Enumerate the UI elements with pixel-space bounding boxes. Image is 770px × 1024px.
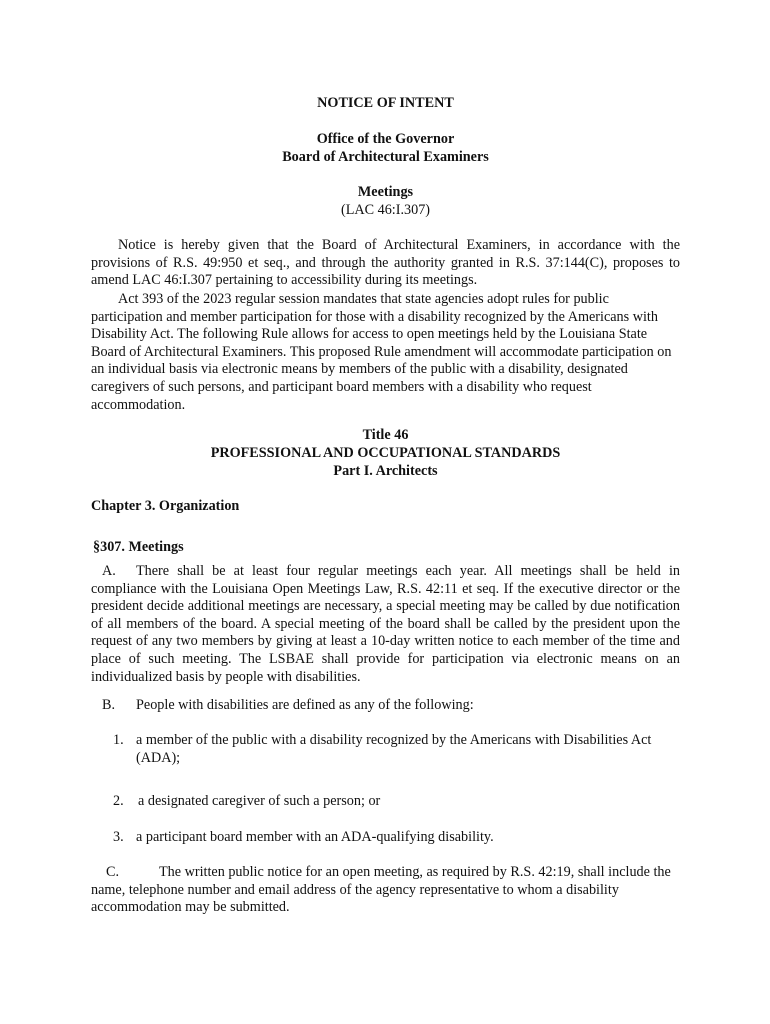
citation: (LAC 46:I.307)	[340, 202, 431, 218]
section-heading: §307. Meetings	[93, 539, 184, 555]
list-item-3: a participant board member with an ADA-qualifying disability.	[136, 829, 494, 845]
list-item-1: a member of the public with a disability recognized by the Americans with Disabilities Act (ADA);	[136, 732, 652, 766]
section-b-text: People with disabilities are defined as any of the following:	[136, 697, 474, 713]
section-a-paragraph	[91, 563, 680, 686]
list-item-2: a designated caregiver of such a person; or	[138, 793, 381, 809]
intro-paragraph-1-text: Notice is hereby given that the Board of Architectural Examiners, in accordance with the provisions of R.S. 49:950 et seq., and through the authority granted in R.S. 37:144(C), proposes to amend LAC 46:I.307 pertaining to accessibility during its meetings.	[91, 237, 680, 289]
notice-title: NOTICE OF INTENT	[317, 95, 454, 111]
board-name: Board of Architectural Examiners	[282, 149, 489, 165]
section-c-paragraph	[91, 864, 680, 917]
section-c-text: The written public notice for an open meeting, as required by R.S. 42:19, shall include the name, telephone number and email address of the agency representative to whom a disability accommodation may be submitted.	[91, 864, 671, 916]
title-number: Title 46	[362, 427, 409, 443]
intro-paragraph-2	[91, 291, 680, 414]
section-c-label: C.	[106, 864, 120, 880]
list-number-3: 3.	[113, 829, 124, 845]
office-name: Office of the Governor	[316, 131, 455, 147]
section-b-paragraph	[91, 697, 680, 715]
standards-heading: PROFESSIONAL AND OCCUPATIONAL STANDARDS	[210, 445, 561, 461]
part-heading: Part I. Architects	[333, 463, 438, 479]
section-a-label: A.	[102, 563, 116, 579]
list-number-1: 1.	[113, 732, 124, 748]
section-a-text: There shall be at least four regular meetings each year. All meetings shall be held in compliance with the Louisiana Open Meetings Law, R.S. 42:11 et seq. If the executive director or the president decide additional meetings are necessary, a special meeting may be called by due notification of all members of the board. A special meeting of the board shall be called by the president upon the request of any two members by giving at least a 10-day written notice to each member of the time and place of such meeting. The LSBAE shall provide for participation via electronic means on an individualized basis by people with disabilities.	[91, 563, 680, 685]
subject-heading: Meetings	[357, 184, 414, 200]
chapter-heading: Chapter 3. Organization	[91, 498, 240, 514]
section-b-label: B.	[102, 697, 116, 713]
intro-paragraph-1	[91, 237, 680, 290]
list-number-2: 2.	[113, 793, 124, 809]
intro-paragraph-2-text: Act 393 of the 2023 regular session mandates that state agencies adopt rules for public participation and member participation for those with a disability recognized by the Americans with Disability Act. The following Rule allows for access to open meetings held by the Louisiana State Board of Architectural Examiners. This proposed Rule amendment will accommodate participation on an individual basis via electronic means by members of the public with a disability, designated caregivers of such persons, and participant board members with a disability who request accommodation.	[91, 291, 672, 413]
